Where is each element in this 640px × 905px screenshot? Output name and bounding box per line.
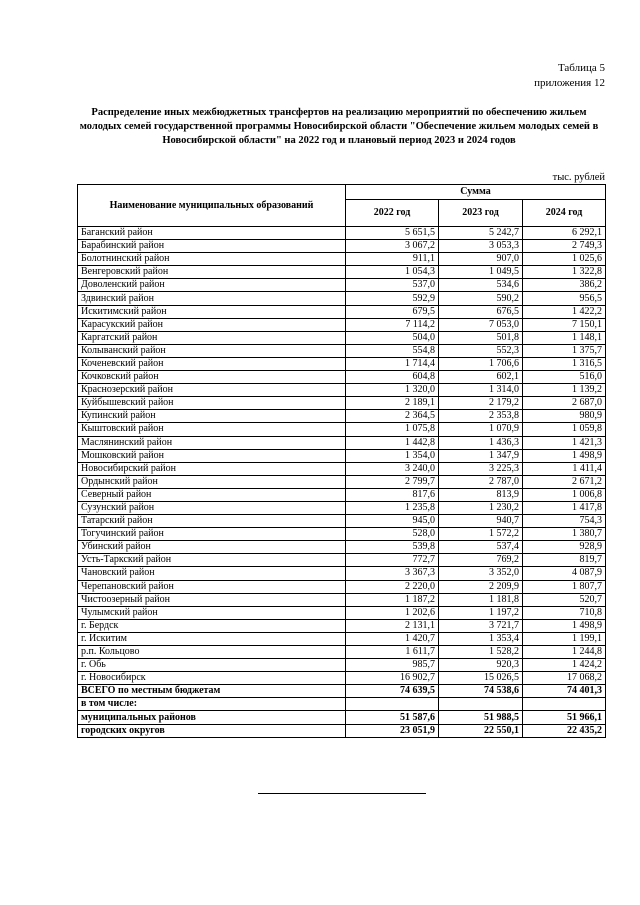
table-row	[78, 554, 606, 567]
row-value-2024: 4 087,9	[523, 567, 606, 580]
table-row	[78, 515, 606, 528]
row-value-2023: 1 347,9	[439, 449, 523, 462]
row-value-2023: 5 242,7	[439, 227, 523, 240]
row-name: Черепановский район	[78, 580, 346, 593]
table-row	[78, 646, 606, 659]
row-value-2024: 7 150,1	[523, 318, 606, 331]
subtotal-row	[78, 711, 606, 724]
empty-cell	[523, 698, 606, 711]
row-name: р.п. Кольцово	[78, 646, 346, 659]
including-row	[78, 698, 606, 711]
column-header-sum: Сумма	[346, 185, 606, 200]
row-value-2022: 1 611,7	[346, 646, 439, 659]
table-row	[78, 266, 606, 279]
row-value-2022: 504,0	[346, 331, 439, 344]
row-value-2024: 22 435,2	[523, 724, 606, 737]
row-value-2024: 51 966,1	[523, 711, 606, 724]
table-row	[78, 344, 606, 357]
table-row	[78, 279, 606, 292]
row-value-2023: 3 225,3	[439, 462, 523, 475]
row-value-2023: 1 230,2	[439, 501, 523, 514]
row-value-2023: 501,8	[439, 331, 523, 344]
row-value-2022: 1 054,3	[346, 266, 439, 279]
row-name: Северный район	[78, 488, 346, 501]
row-value-2024: 1 322,8	[523, 266, 606, 279]
row-value-2024: 1 498,9	[523, 619, 606, 632]
row-name: Болотнинский район	[78, 253, 346, 266]
table-row	[78, 659, 606, 672]
row-name: Татарский район	[78, 515, 346, 528]
row-value-2022: 51 587,6	[346, 711, 439, 724]
row-value-2023: 1 181,8	[439, 593, 523, 606]
row-value-2023: 813,9	[439, 488, 523, 501]
table-row	[78, 449, 606, 462]
row-value-2024: 754,3	[523, 515, 606, 528]
row-name: Барабинский район	[78, 240, 346, 253]
row-name: Здвинский район	[78, 292, 346, 305]
row-value-2022: 1 075,8	[346, 423, 439, 436]
total-row	[78, 685, 606, 698]
row-name: Колыванский район	[78, 344, 346, 357]
table-row	[78, 318, 606, 331]
row-name: городских округов	[78, 724, 346, 737]
table-row	[78, 436, 606, 449]
row-value-2024: 1 148,1	[523, 331, 606, 344]
table-row	[78, 475, 606, 488]
column-header-2024: 2024 год	[523, 200, 606, 227]
row-value-2024: 1 244,8	[523, 646, 606, 659]
row-value-2024: 1 139,2	[523, 384, 606, 397]
row-name: г. Обь	[78, 659, 346, 672]
row-value-2023: 1 070,9	[439, 423, 523, 436]
row-value-2024: 74 401,3	[523, 685, 606, 698]
row-value-2022: 2 799,7	[346, 475, 439, 488]
row-value-2023: 1 314,0	[439, 384, 523, 397]
row-value-2023: 1 436,3	[439, 436, 523, 449]
row-name: Усть-Таркский район	[78, 554, 346, 567]
table-row	[78, 397, 606, 410]
row-value-2024: 1 059,8	[523, 423, 606, 436]
row-value-2022: 1 202,6	[346, 606, 439, 619]
row-value-2023: 940,7	[439, 515, 523, 528]
row-value-2023: 2 787,0	[439, 475, 523, 488]
row-name: Мошковский район	[78, 449, 346, 462]
row-value-2024: 1 807,7	[523, 580, 606, 593]
row-value-2024: 2 671,2	[523, 475, 606, 488]
row-value-2023: 907,0	[439, 253, 523, 266]
table-row	[78, 501, 606, 514]
row-value-2022: 7 114,2	[346, 318, 439, 331]
row-name: Коченевский район	[78, 357, 346, 370]
table-row	[78, 331, 606, 344]
row-name: Купинский район	[78, 410, 346, 423]
table-row	[78, 580, 606, 593]
row-name: Убинский район	[78, 541, 346, 554]
row-value-2022: 911,1	[346, 253, 439, 266]
table-row	[78, 632, 606, 645]
row-value-2023: 1 197,2	[439, 606, 523, 619]
row-value-2023: 920,3	[439, 659, 523, 672]
row-value-2022: 1 320,0	[346, 384, 439, 397]
row-name: Тогучинский район	[78, 528, 346, 541]
row-value-2023: 769,2	[439, 554, 523, 567]
row-value-2023: 1 528,2	[439, 646, 523, 659]
table-row	[78, 371, 606, 384]
table-row	[78, 292, 606, 305]
row-value-2023: 2 353,8	[439, 410, 523, 423]
row-value-2023: 22 550,1	[439, 724, 523, 737]
row-name: Искитимский район	[78, 305, 346, 318]
row-value-2022: 2 189,1	[346, 397, 439, 410]
row-value-2022: 16 902,7	[346, 672, 439, 685]
table-row	[78, 593, 606, 606]
subtotal-row	[78, 724, 606, 737]
table-row	[78, 672, 606, 685]
row-name: Чистоозерный район	[78, 593, 346, 606]
row-name: Чановский район	[78, 567, 346, 580]
row-name: Венгеровский район	[78, 266, 346, 279]
row-value-2022: 772,7	[346, 554, 439, 567]
row-value-2024: 1 316,5	[523, 357, 606, 370]
row-name: Краснозерский район	[78, 384, 346, 397]
row-name: ВСЕГО по местным бюджетам	[78, 685, 346, 698]
row-value-2024: 1 411,4	[523, 462, 606, 475]
table-row	[78, 528, 606, 541]
table-row	[78, 488, 606, 501]
table-row	[78, 305, 606, 318]
row-value-2024: 1 025,6	[523, 253, 606, 266]
row-value-2022: 1 714,4	[346, 357, 439, 370]
row-name: Каргатский район	[78, 331, 346, 344]
row-name: Маслянинский район	[78, 436, 346, 449]
row-value-2023: 1 706,6	[439, 357, 523, 370]
table-row	[78, 384, 606, 397]
table-number-label: Таблица 5	[557, 62, 605, 74]
row-value-2022: 528,0	[346, 528, 439, 541]
row-value-2022: 74 639,5	[346, 685, 439, 698]
column-header-name: Наименование муниципальных образований	[78, 185, 346, 227]
row-value-2022: 817,6	[346, 488, 439, 501]
table-row	[78, 410, 606, 423]
row-value-2022: 985,7	[346, 659, 439, 672]
row-value-2023: 1 572,2	[439, 528, 523, 541]
column-header-2022: 2022 год	[346, 200, 439, 227]
row-value-2024: 520,7	[523, 593, 606, 606]
row-value-2022: 2 364,5	[346, 410, 439, 423]
row-value-2022: 1 442,8	[346, 436, 439, 449]
row-value-2024: 980,9	[523, 410, 606, 423]
row-value-2023: 590,2	[439, 292, 523, 305]
row-value-2023: 3 352,0	[439, 567, 523, 580]
row-value-2024: 1 421,3	[523, 436, 606, 449]
row-value-2024: 2 749,3	[523, 240, 606, 253]
row-value-2023: 676,5	[439, 305, 523, 318]
table-body	[78, 227, 606, 738]
row-value-2024: 819,7	[523, 554, 606, 567]
row-value-2023: 534,6	[439, 279, 523, 292]
row-value-2024: 1 422,2	[523, 305, 606, 318]
row-name: Куйбышевский район	[78, 397, 346, 410]
row-value-2024: 516,0	[523, 371, 606, 384]
row-value-2023: 602,1	[439, 371, 523, 384]
allocation-table	[77, 184, 606, 738]
row-value-2023: 2 209,9	[439, 580, 523, 593]
row-name: Доволенский район	[78, 279, 346, 292]
row-value-2024: 1 380,7	[523, 528, 606, 541]
row-value-2023: 74 538,6	[439, 685, 523, 698]
table-row	[78, 619, 606, 632]
footer-divider	[258, 793, 426, 794]
row-value-2023: 1 049,5	[439, 266, 523, 279]
appendix-label: приложения 12	[534, 77, 605, 89]
row-value-2022: 2 220,0	[346, 580, 439, 593]
row-value-2022: 3 240,0	[346, 462, 439, 475]
column-header-2023: 2023 год	[439, 200, 523, 227]
row-value-2022: 1 187,2	[346, 593, 439, 606]
row-value-2023: 15 026,5	[439, 672, 523, 685]
row-value-2023: 3 053,3	[439, 240, 523, 253]
table-row	[78, 462, 606, 475]
table-row	[78, 240, 606, 253]
row-name: Новосибирский район	[78, 462, 346, 475]
document-title: Распределение иных межбюджетных трансфертов на реализацию мероприятий по обеспечению жильем молодых семей государственной программы Новосибирской области "Обеспечение жильем молодых семей в Новосибирской области" на 2022 год и плановый период 2023 и 2024 годов	[79, 107, 599, 146]
row-value-2022: 554,8	[346, 344, 439, 357]
row-value-2022: 539,8	[346, 541, 439, 554]
row-name: Чулымский район	[78, 606, 346, 619]
row-value-2023: 552,3	[439, 344, 523, 357]
empty-cell	[346, 698, 439, 711]
row-value-2024: 1 498,9	[523, 449, 606, 462]
empty-cell	[439, 698, 523, 711]
row-value-2024: 17 068,2	[523, 672, 606, 685]
table-row	[78, 227, 606, 240]
row-name: Кыштовский район	[78, 423, 346, 436]
row-value-2022: 3 367,3	[346, 567, 439, 580]
row-value-2024: 710,8	[523, 606, 606, 619]
table-header	[78, 185, 606, 227]
including-label: в том числе:	[78, 698, 346, 711]
row-value-2022: 23 051,9	[346, 724, 439, 737]
row-value-2023: 537,4	[439, 541, 523, 554]
table-row	[78, 357, 606, 370]
row-name: Карасукский район	[78, 318, 346, 331]
row-value-2023: 2 179,2	[439, 397, 523, 410]
row-value-2022: 1 354,0	[346, 449, 439, 462]
row-value-2024: 1 199,1	[523, 632, 606, 645]
row-value-2022: 679,5	[346, 305, 439, 318]
row-value-2023: 3 721,7	[439, 619, 523, 632]
row-name: Ордынский район	[78, 475, 346, 488]
units-label: тыс. рублей	[552, 172, 605, 183]
table-row	[78, 567, 606, 580]
row-name: г. Бердск	[78, 619, 346, 632]
row-value-2022: 1 235,8	[346, 501, 439, 514]
row-value-2023: 7 053,0	[439, 318, 523, 331]
row-name: Кочковский район	[78, 371, 346, 384]
row-value-2022: 3 067,2	[346, 240, 439, 253]
row-name: муниципальных районов	[78, 711, 346, 724]
row-value-2022: 945,0	[346, 515, 439, 528]
row-name: г. Искитим	[78, 632, 346, 645]
row-value-2024: 2 687,0	[523, 397, 606, 410]
table-row	[78, 253, 606, 266]
row-value-2022: 537,0	[346, 279, 439, 292]
row-value-2023: 51 988,5	[439, 711, 523, 724]
table-row	[78, 606, 606, 619]
row-value-2024: 1 417,8	[523, 501, 606, 514]
row-value-2024: 956,5	[523, 292, 606, 305]
row-value-2022: 2 131,1	[346, 619, 439, 632]
row-value-2024: 1 375,7	[523, 344, 606, 357]
row-name: Сузунский район	[78, 501, 346, 514]
row-value-2023: 1 353,4	[439, 632, 523, 645]
row-value-2022: 592,9	[346, 292, 439, 305]
table-row	[78, 541, 606, 554]
table-row	[78, 423, 606, 436]
row-value-2022: 604,8	[346, 371, 439, 384]
row-value-2024: 386,2	[523, 279, 606, 292]
row-value-2022: 5 651,5	[346, 227, 439, 240]
row-value-2024: 1 424,2	[523, 659, 606, 672]
row-name: г. Новосибирск	[78, 672, 346, 685]
row-value-2024: 928,9	[523, 541, 606, 554]
row-value-2024: 6 292,1	[523, 227, 606, 240]
row-name: Баганский район	[78, 227, 346, 240]
row-value-2022: 1 420,7	[346, 632, 439, 645]
row-value-2024: 1 006,8	[523, 488, 606, 501]
